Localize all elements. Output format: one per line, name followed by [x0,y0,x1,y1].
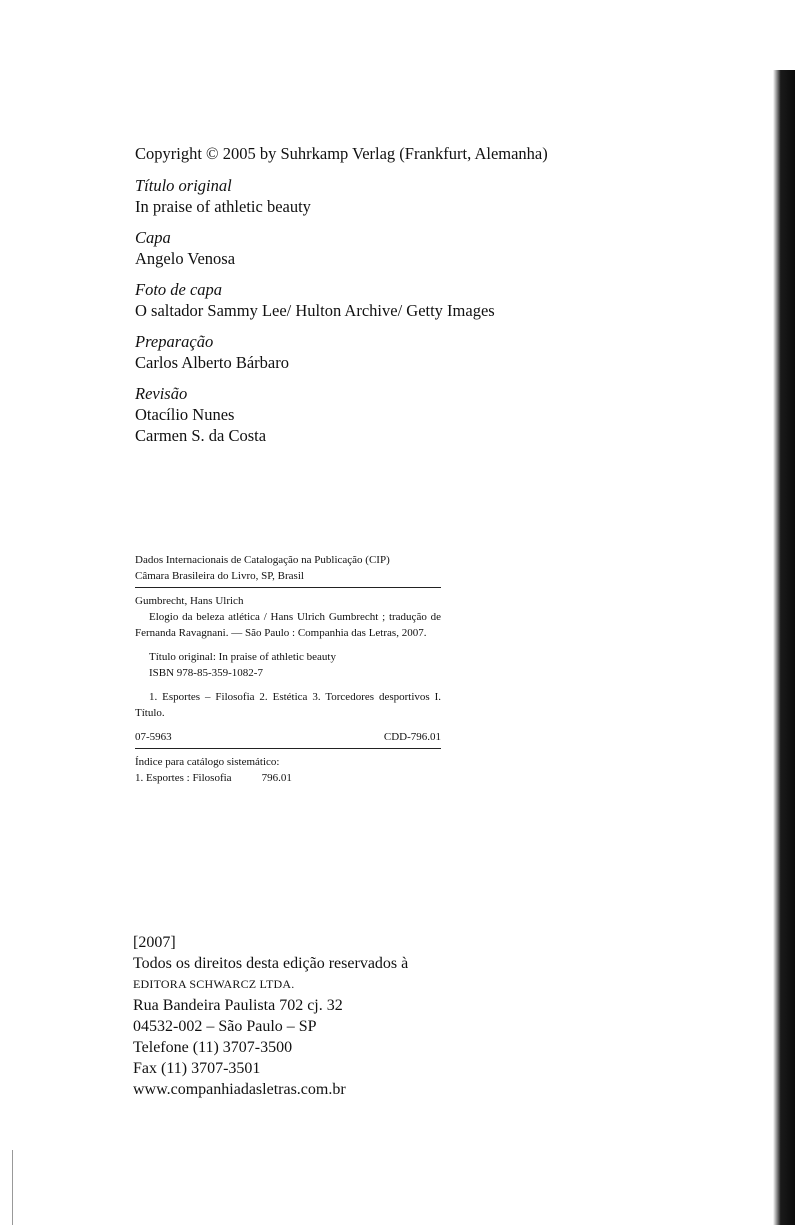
cip-classification-row [135,729,441,745]
credit-block-cover [135,227,548,269]
copyright-line: Copyright © 2005 by Suhrkamp Verlag (Frankfurt, Alemanha) [135,144,548,163]
credit-name: Carmen S. da Costa [135,426,267,445]
credit-block-preparation [135,331,548,373]
rights-statement: Todos os direitos desta edição reservados à [133,955,409,972]
publication-year: [2007] [133,934,176,951]
credit-role: Preparação [135,332,214,351]
page-edge-mark [12,1150,13,1225]
credit-role: Capa [135,228,171,247]
publisher-name: EDITORA SCHWARCZ LTDA. [133,977,295,991]
credit-role: Foto de capa [135,280,223,299]
cip-catalog-card [135,552,441,786]
cip-bottom-rule [135,748,441,749]
cip-top-rule [135,587,441,588]
cip-index-entry-row [135,770,441,786]
cip-header-line: Dados Internacionais de Catalogação na Publicação (CIP) [135,554,390,566]
publisher-website: www.companhiadasletras.com.br [133,1081,346,1098]
cip-cdd: CDD-796.01 [383,731,441,743]
cip-catalog-number: 07-5963 [135,731,172,743]
credit-name: Angelo Venosa [135,249,236,268]
cip-original-title: Título original: In praise of athletic beauty [149,651,336,663]
credit-block-revision [135,383,548,446]
credit-name: O saltador Sammy Lee/ Hulton Archive/ Getty Images [135,301,495,320]
publisher-info [133,932,408,1100]
credit-name: Carlos Alberto Bárbaro [135,353,289,372]
publisher-fax: Fax (11) 3707-3501 [133,1060,261,1077]
cip-subjects: 1. Esportes – Filosofia 2. Estética 3. Torcedores desportivos I. Título. [135,691,441,719]
credit-role: Título original [135,176,232,195]
publisher-street: Rua Bandeira Paulista 702 cj. 32 [133,997,343,1014]
credit-block-cover-photo [135,279,548,321]
cip-header-line: Câmara Brasileira do Livro, SP, Brasil [135,570,304,582]
cip-index-title: Índice para catálogo sistemático: [135,756,280,768]
credit-name: Otacílio Nunes [135,405,235,424]
cip-isbn: ISBN 978-85-359-1082-7 [149,667,263,679]
credit-name: In praise of athletic beauty [135,197,311,216]
credit-block-original-title [135,175,548,217]
page-binding-shadow [773,70,795,1225]
cip-index-value: 796.01 [261,772,292,784]
cip-description: Elogio da beleza atlética / Hans Ulrich Gumbrecht ; tradução de Fernanda Ravagnani. — São Paulo : Companhia das Letras, 2007. [135,611,441,639]
publisher-phone: Telefone (11) 3707-3500 [133,1039,293,1056]
cip-author: Gumbrecht, Hans Ulrich [135,595,244,607]
credits-section [135,143,548,456]
cip-header [135,552,441,584]
credit-role: Revisão [135,384,188,403]
publisher-city: 04532-002 – São Paulo – SP [133,1018,317,1035]
cip-index-entry: 1. Esportes : Filosofia [135,772,232,784]
